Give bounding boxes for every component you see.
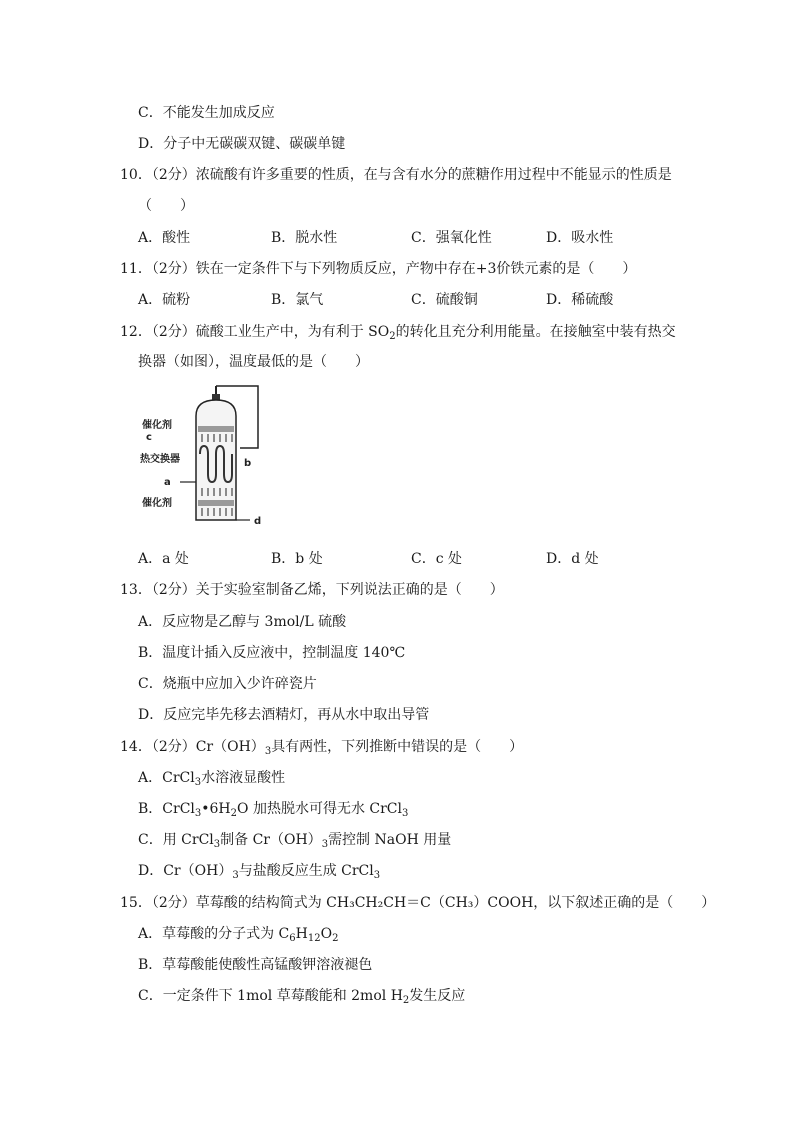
- q12-option-d: D．d 处: [546, 551, 599, 567]
- q12-stem: 12．（2分）硫酸工业生产中，为有利于 $SO_2$的转化且充分利用能量。在接触室中装有热交: [120, 324, 676, 342]
- label-c: c: [146, 432, 152, 443]
- heat-exchanger-diagram: [140, 382, 270, 540]
- q10-option-c: C．强氧化性: [411, 230, 492, 246]
- q10-option-a: A．酸性: [138, 230, 191, 246]
- q15-stem: 15．（2分）草莓酸的结构简式为 CH₃CH₂CH＝C（CH₃）COOH，以下叙述正确的是（ ）: [120, 895, 716, 911]
- q13-option-d: D．反应完毕先移去酒精灯，再从水中取出导管: [138, 707, 430, 723]
- q11-options: [138, 290, 658, 310]
- q10-stem-cont: （ ）: [138, 198, 194, 214]
- q10-stem: 10．（2分）浓硫酸有许多重要的性质，在与含有水分的蔗糖作用过程中不能显示的性质是: [120, 167, 672, 183]
- q9-option-c: C．不能发生加成反应: [138, 105, 275, 121]
- catalyst-bed-bottom: [198, 500, 234, 506]
- q11-option-b: B．氯气: [271, 292, 324, 308]
- label-catalyst-bottom: 催化剂: [142, 498, 172, 509]
- q15-option-b: B．草莓酸能使酸性高锰酸钾溶液褪色: [138, 957, 373, 973]
- q13-option-a: A．反应物是乙醇与 3mol/L 硫酸: [138, 614, 347, 630]
- label-b: b: [244, 458, 252, 469]
- catalyst-bed-top: [198, 426, 234, 432]
- q14-option-c: C．用 CrCl$_3$制备 $Cr(OH)_3$需控制 NaOH 用量: [138, 832, 452, 850]
- q9-option-d: D．分子中无碳碳双键、碳碳单键: [138, 136, 346, 152]
- q10-option-b: B．脱水性: [271, 230, 338, 246]
- label-catalyst-top: 催化剂: [142, 420, 172, 431]
- top-flange: [212, 394, 220, 400]
- label-d: d: [254, 516, 262, 527]
- q11-option-a: A．硫粉: [138, 292, 191, 308]
- q13-stem: 13．（2分）关于实验室制备乙烯，下列说法正确的是（ ）: [120, 582, 504, 598]
- q13-option-c: C．烧瓶中应加入少许碎瓷片: [138, 676, 317, 692]
- q12-option-c: C．c 处: [411, 551, 463, 567]
- q12-options: [138, 549, 658, 569]
- q14-option-b: B．$CrCl_3•6H_2O$ 加热脱水可得无水 CrCl$_3$: [138, 801, 409, 819]
- q12-stem-cont: 换器（如图），温度最低的是（ ）: [138, 354, 369, 370]
- q14-stem: 14．（2分）$Cr(OH)_3$具有两性，下列推断中错误的是（ ）: [120, 739, 524, 757]
- q11-option-c: C．硫酸铜: [411, 292, 478, 308]
- q12-option-a: A．a 处: [138, 551, 189, 567]
- q12-option-b: B．b 处: [271, 551, 323, 567]
- q15-option-a: A．草莓酸的分子式为 $C_6H_{12}O_2$: [138, 926, 339, 944]
- q11-option-d: D．稀硫酸: [546, 292, 614, 308]
- q13-option-b: B．温度计插入反应液中，控制温度 140℃: [138, 645, 406, 661]
- q14-option-d: D．$Cr(OH)_3$与盐酸反应生成 CrCl$_3$: [138, 863, 381, 881]
- q14-option-a: A．CrCl$_3$水溶液显酸性: [138, 770, 286, 788]
- label-heat-exchanger: 热交换器: [140, 454, 180, 465]
- q10-options: [138, 228, 658, 248]
- label-a: a: [164, 477, 171, 488]
- q15-option-c: C．一定条件下 1mol 草莓酸能和 2mol $H_2$发生反应: [138, 988, 466, 1006]
- q11-stem: 11．（2分）铁在一定条件下与下列物质反应，产物中存在+3价铁元素的是（ ）: [120, 261, 637, 277]
- q10-option-d: D．吸水性: [546, 230, 614, 246]
